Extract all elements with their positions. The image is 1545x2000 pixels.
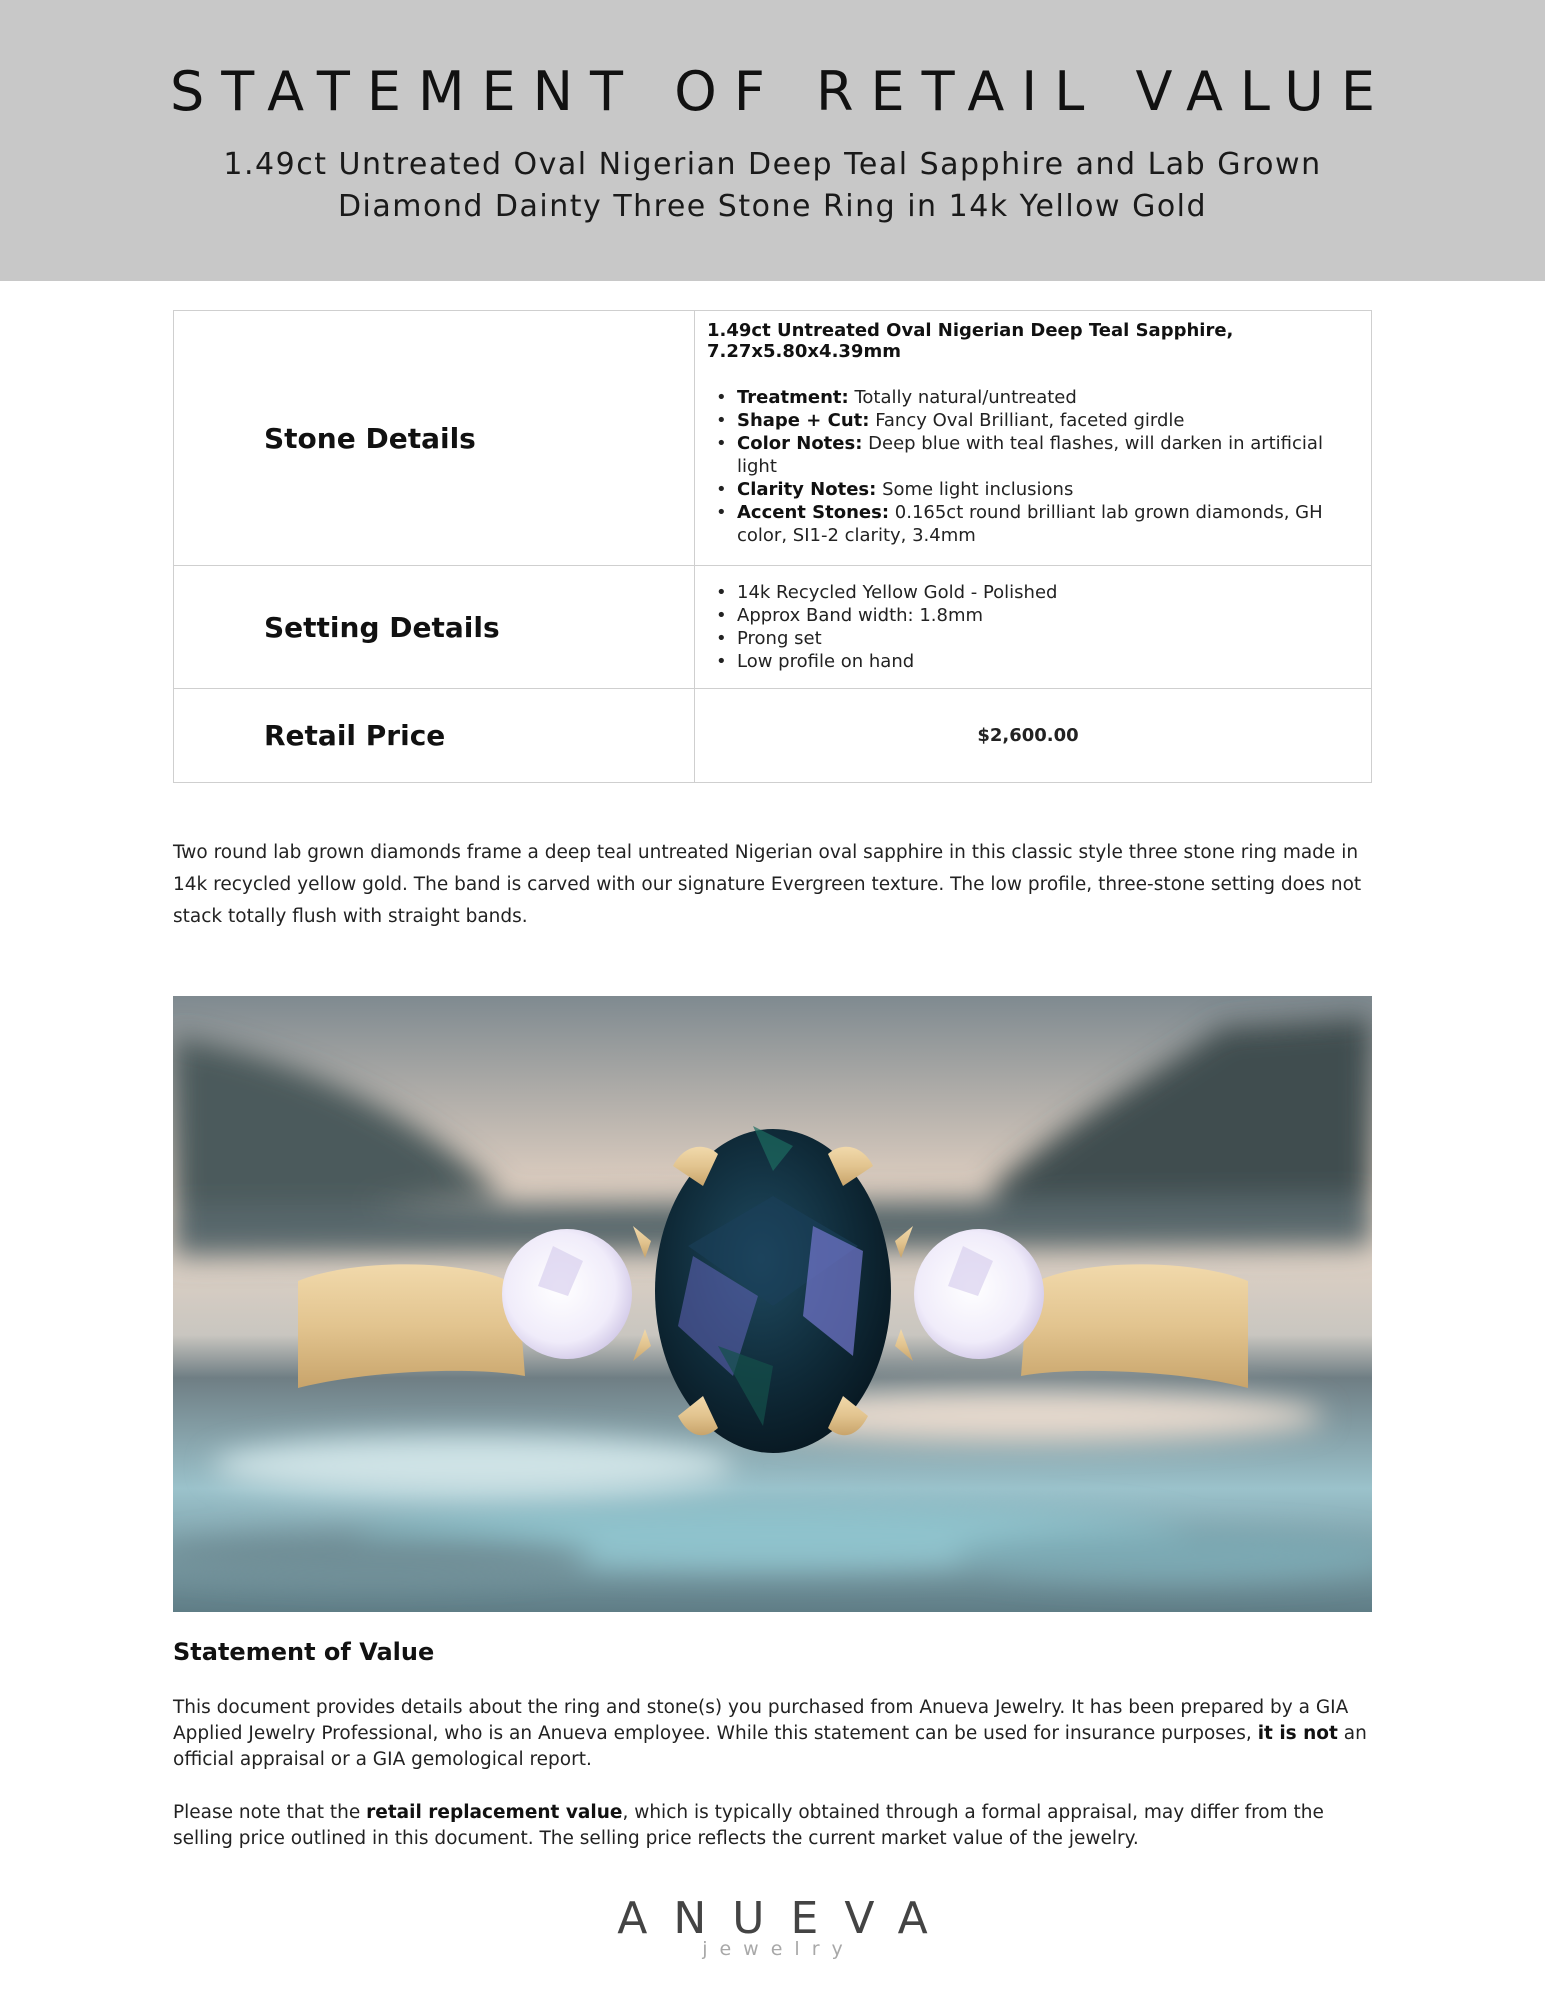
setting-details-list: [707, 581, 1349, 673]
stone-item-key: Shape + Cut:: [737, 409, 870, 431]
page-title: STATEMENT OF RETAIL VALUE: [170, 60, 1392, 123]
list-item: [737, 432, 1349, 478]
stone-details-label: Stone Details: [174, 311, 695, 566]
list-item: • Prong set: [737, 627, 1349, 650]
list-item: • 14k Recycled Yellow Gold - Polished: [737, 581, 1349, 604]
product-description: Two round lab grown diamonds frame a deep teal untreated Nigerian oval sapphire in this classic style three stone ring made in 14k recycled yellow gold. The band is carved with our signature Evergreen texture. The low profile, three-stone setting does not stack totally flush with straight bands.: [173, 842, 1362, 927]
stone-item-value: 0.165ct round brilliant lab grown diamonds, GH color, SI1-2 clarity, 3.4mm: [737, 501, 1323, 546]
statement-paragraph-1: [173, 1695, 1383, 1773]
text-span: This document provides details about the ring and stone(s) you purchased from Anueva Jewelry. It has been prepared by a GIA Applied Jewelry Professional, who is an Anueva employee. While this statement can be used for insurance purposes,: [173, 1697, 1349, 1744]
statement-paragraph-2: [173, 1800, 1383, 1852]
setting-details-label: Setting Details: [174, 566, 695, 689]
stone-item-key: Clarity Notes:: [737, 478, 877, 500]
emphasis-text: retail replacement value: [366, 1802, 623, 1823]
stone-item-key: Treatment:: [737, 386, 849, 408]
ring-photo: [173, 996, 1372, 1612]
text-span: , which is typically obtained through a formal appraisal, may differ from the selling price outlined in this document. The selling price reflects the current market value of the jewelry.: [173, 1802, 1324, 1849]
list-item: [737, 501, 1349, 547]
stone-details-list: [707, 386, 1349, 547]
subtitle-line-2: Diamond Dainty Three Stone Ring in 14k Yellow Gold: [337, 189, 1208, 224]
stone-item-value: Some light inclusions: [876, 478, 1074, 500]
emphasis-text: it is not: [1257, 1723, 1338, 1744]
stone-title: 1.49ct Untreated Oval Nigerian Deep Teal Sapphire, 7.27x5.80x4.39mm: [707, 319, 1234, 362]
list-item: [737, 478, 1349, 501]
stone-item-key: Color Notes:: [737, 432, 863, 454]
logo-subtext: jewelry: [702, 1938, 855, 1960]
anueva-logo: [0, 1893, 1545, 1960]
stone-item-value: Fancy Oval Brilliant, faceted girdle: [869, 409, 1185, 431]
retail-price-label: Retail Price: [174, 689, 695, 783]
subtitle-line-1: 1.49ct Untreated Oval Nigerian Deep Teal Sapphire and Lab Grown: [223, 147, 1322, 182]
text-span: an official appraisal or a GIA gemological report.: [173, 1723, 1367, 1770]
retail-price-row: [174, 689, 1372, 783]
setting-details-content: [695, 566, 1372, 689]
list-item: • Low profile on hand: [737, 650, 1349, 673]
stone-item-value: Deep blue with teal flashes, will darken in artificial light: [737, 432, 1323, 477]
stone-item-key: Accent Stones:: [737, 501, 890, 523]
retail-price-value: $2,600.00: [695, 689, 1372, 783]
text-span: Please note that the: [173, 1802, 367, 1823]
list-item: • Approx Band width: 1.8mm: [737, 604, 1349, 627]
list-item: [737, 386, 1349, 409]
setting-details-row: [174, 566, 1372, 689]
statement-heading: Statement of Value: [173, 1638, 435, 1666]
list-item: [737, 409, 1349, 432]
stone-details-row: [174, 311, 1372, 566]
stone-details-content: [695, 311, 1372, 566]
stone-item-value: Totally natural/untreated: [848, 386, 1077, 408]
details-table: [173, 310, 1372, 783]
logo-wordmark: ANUEVA: [617, 1893, 954, 1944]
page-subtitle: [200, 144, 1345, 228]
header-banner: [0, 0, 1545, 281]
